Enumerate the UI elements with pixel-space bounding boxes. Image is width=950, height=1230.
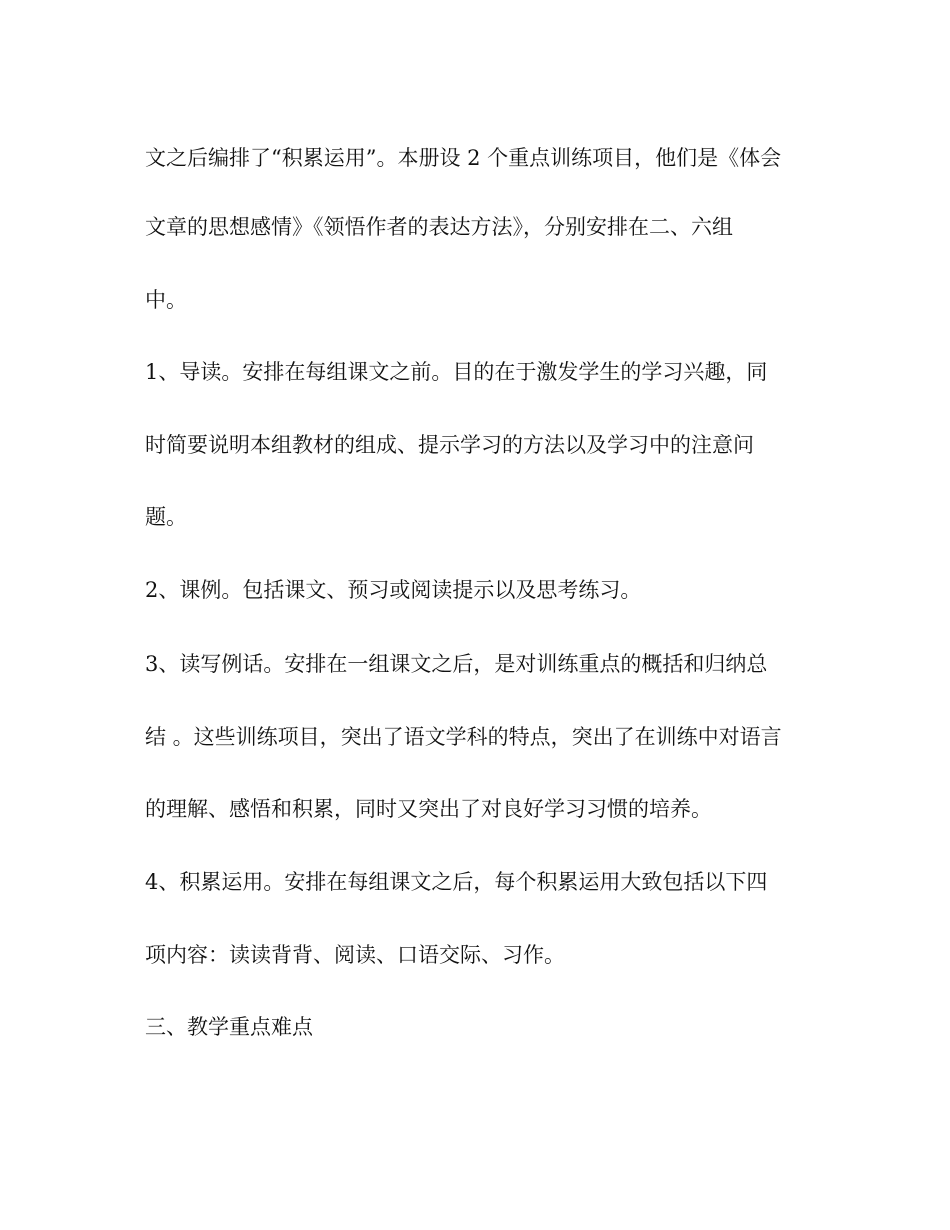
text-line-9: 结 。这些训练项目，突出了语文学科的特点，突出了在训练中对语言 [145, 725, 782, 749]
text-line-2: 文章的思想感情》《领悟作者的表达方法》，分别安排在二、六组 [145, 215, 733, 239]
text-line-3: 中。 [145, 288, 187, 312]
text-line-1: 文之后编排了“积累运用”。本册设 2 个重点训练项目，他们是《体会 [145, 146, 782, 170]
text-line-6: 题。 [145, 505, 187, 529]
text-line-7: 2、课例。包括课文、预习或阅读提示以及思考练习。 [145, 578, 642, 602]
text-line-5: 时简要说明本组教材的组成、提示学习的方法以及学习中的注意问 [145, 433, 754, 457]
section-heading: 三、教学重点难点 [145, 1015, 313, 1039]
text-line-8: 3、读写例话。安排在一组课文之后，是对训练重点的概括和归纳总 [145, 652, 768, 676]
text-line-12: 项内容：读读背背、阅读、口语交际、习作。 [145, 943, 565, 967]
text-line-4: 1、导读。安排在每组课文之前。目的在于激发学生的学习兴趣，同 [145, 360, 768, 384]
text-line-11: 4、积累运用。安排在每组课文之后，每个积累运用大致包括以下四 [145, 870, 768, 894]
text-line-10: 的理解、感悟和积累，同时又突出了对良好学习习惯的培养。 [145, 797, 712, 821]
